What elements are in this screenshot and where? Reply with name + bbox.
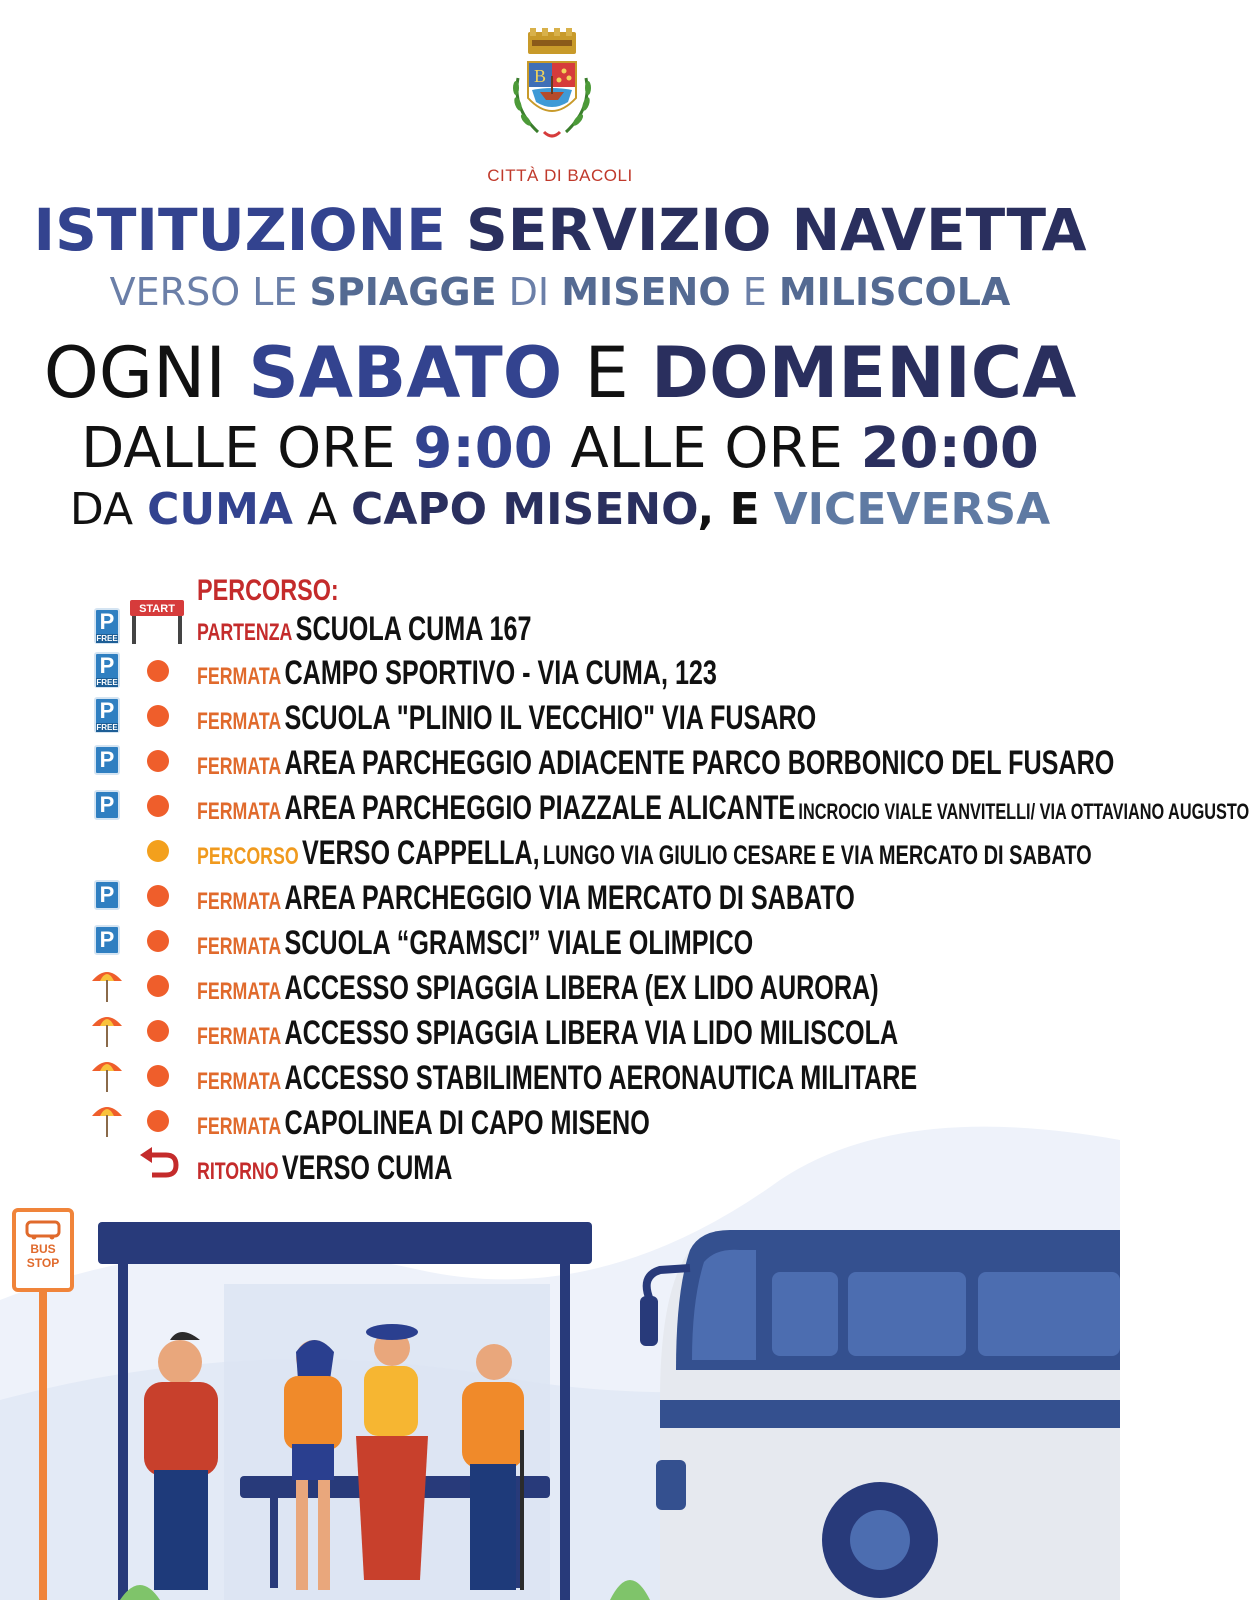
route-p1: DA bbox=[69, 484, 134, 535]
title-part-2: SERVIZIO NAVETTA bbox=[465, 196, 1087, 264]
days-p3: E bbox=[584, 332, 629, 414]
parking-icon: P FREE bbox=[94, 608, 120, 644]
parking-icon: P bbox=[94, 880, 120, 910]
stop-keyword: FERMATA bbox=[197, 933, 282, 960]
stop-name: VERSO CAPPELLA, bbox=[301, 834, 540, 872]
route-stop bbox=[0, 875, 1120, 919]
route-stop bbox=[0, 785, 1249, 829]
stop-keyword: FERMATA bbox=[197, 888, 282, 915]
parking-icon: P FREE bbox=[94, 652, 120, 688]
route-stop bbox=[0, 695, 1120, 739]
route-dot-icon bbox=[147, 840, 169, 862]
svg-text:B: B bbox=[534, 66, 547, 86]
stop-dot-icon bbox=[147, 975, 169, 997]
umbrella-icon bbox=[90, 1010, 124, 1050]
main-title bbox=[0, 196, 1120, 264]
stop-detail: INCROCIO VIALE VANVITELLI/ VIA OTTAVIANO AUGUSTO bbox=[798, 799, 1249, 824]
stop-name: CAMPO SPORTIVO - VIA CUMA, 123 bbox=[284, 654, 717, 692]
stop-keyword: PERCORSO bbox=[197, 843, 299, 870]
parking-icon: P bbox=[94, 745, 120, 775]
bus-illustration bbox=[640, 1230, 1120, 1600]
parking-icon: P FREE bbox=[94, 697, 120, 733]
stop-detail: LUNGO VIA GIULIO CESARE E VIA MERCATO DI SABATO bbox=[542, 840, 1092, 870]
stop-name: SCUOLA CUMA 167 bbox=[295, 610, 532, 648]
route-title: PERCORSO: bbox=[197, 574, 339, 607]
route-stop bbox=[0, 1055, 1120, 1099]
umbrella-icon bbox=[90, 965, 124, 1005]
hours-p4: 20:00 bbox=[860, 416, 1039, 481]
stop-keyword: RITORNO bbox=[197, 1158, 279, 1185]
bus-stop-line2: STOP bbox=[26, 1256, 60, 1270]
city-crest bbox=[508, 28, 608, 188]
stop-name: AREA PARCHEGGIO ADIACENTE PARCO BORBONICO DEL FUSARO bbox=[284, 744, 1115, 782]
route-stop-partenza bbox=[0, 603, 1120, 650]
stop-name: SCUOLA “GRAMSCI” VIALE OLIMPICO bbox=[284, 924, 754, 962]
days-p2: SABATO bbox=[248, 332, 563, 414]
bus-stop-sign bbox=[12, 1208, 74, 1292]
route-summary bbox=[0, 484, 1120, 535]
route-stop bbox=[0, 1010, 1120, 1054]
route-p4: CAPO MISENO bbox=[351, 484, 698, 535]
bus-stop-pole bbox=[39, 1290, 47, 1600]
route-stop bbox=[0, 650, 1120, 694]
stop-dot-icon bbox=[147, 885, 169, 907]
route-return bbox=[0, 1145, 1120, 1189]
route-p5: , E bbox=[697, 484, 760, 535]
days-p1: OGNI bbox=[43, 332, 227, 414]
stop-dot-icon bbox=[147, 705, 169, 727]
stop-name: ACCESSO SPIAGGIA LIBERA (EX LIDO AURORA) bbox=[284, 969, 879, 1007]
subtitle-p6: MILISCOLA bbox=[778, 270, 1011, 314]
subtitle-p5: E bbox=[742, 270, 767, 314]
title-part-1: ISTITUZIONE bbox=[33, 196, 446, 264]
route-p6: VICEVERSA bbox=[773, 484, 1051, 535]
stop-dot-icon bbox=[147, 1065, 169, 1087]
stop-keyword: FERMATA bbox=[197, 1023, 282, 1050]
route-stop bbox=[0, 965, 1120, 1009]
stop-dot-icon bbox=[147, 750, 169, 772]
bus-stop-line1: BUS bbox=[30, 1242, 56, 1256]
city-label: CITTÀ DI BACOLI bbox=[487, 166, 633, 185]
stop-keyword: FERMATA bbox=[197, 1068, 282, 1095]
stop-keyword: FERMATA bbox=[197, 753, 282, 780]
days-p4: DOMENICA bbox=[651, 332, 1077, 414]
subtitle-p1: VERSO LE bbox=[109, 270, 298, 314]
hours-p3: ALLE ORE bbox=[570, 416, 843, 481]
svg-text:START: START bbox=[139, 603, 175, 615]
umbrella-icon bbox=[90, 1055, 124, 1095]
stop-name: SCUOLA "PLINIO IL VECCHIO" VIA FUSARO bbox=[284, 699, 817, 737]
start-banner-icon bbox=[128, 598, 186, 644]
stop-keyword: FERMATA bbox=[197, 1113, 282, 1140]
subtitle-p2: SPIAGGE bbox=[309, 270, 497, 314]
hours-p2: 9:00 bbox=[413, 416, 553, 481]
route-path bbox=[0, 830, 1120, 874]
stop-dot-icon bbox=[147, 795, 169, 817]
stop-keyword: FERMATA bbox=[197, 798, 282, 825]
stop-keyword: FERMATA bbox=[197, 978, 282, 1005]
stop-name: AREA PARCHEGGIO VIA MERCATO DI SABATO bbox=[284, 879, 855, 917]
stop-dot-icon bbox=[147, 660, 169, 682]
stop-keyword: FERMATA bbox=[197, 708, 282, 735]
route-p2: CUMA bbox=[147, 484, 293, 535]
bus-icon bbox=[25, 1220, 61, 1240]
route-stop bbox=[0, 740, 1120, 784]
stop-name: ACCESSO SPIAGGIA LIBERA VIA LIDO MILISCOLA bbox=[284, 1014, 899, 1052]
stop-name: VERSO CUMA bbox=[281, 1149, 453, 1187]
stop-dot-icon bbox=[147, 1020, 169, 1042]
parking-icon: P bbox=[94, 790, 120, 820]
route-stop bbox=[0, 920, 1120, 964]
crest-icon bbox=[508, 28, 608, 168]
subtitle bbox=[0, 270, 1120, 314]
subtitle-p3: DI bbox=[508, 270, 550, 314]
return-arrow-icon bbox=[136, 1145, 180, 1185]
stop-name: CAPOLINEA DI CAPO MISENO bbox=[284, 1104, 650, 1142]
hours-line bbox=[0, 416, 1120, 481]
stop-name: AREA PARCHEGGIO PIAZZALE ALICANTE bbox=[284, 789, 796, 827]
route-p3: A bbox=[306, 484, 338, 535]
stop-name: ACCESSO STABILIMENTO AERONAUTICA MILITARE bbox=[284, 1059, 918, 1097]
stop-dot-icon bbox=[147, 930, 169, 952]
subtitle-p4: MISENO bbox=[561, 270, 731, 314]
stop-keyword: FERMATA bbox=[197, 663, 282, 690]
stop-keyword: PARTENZA bbox=[197, 619, 293, 646]
days-line bbox=[0, 332, 1120, 414]
hours-p1: DALLE ORE bbox=[81, 416, 396, 481]
parking-icon: P bbox=[94, 925, 120, 955]
